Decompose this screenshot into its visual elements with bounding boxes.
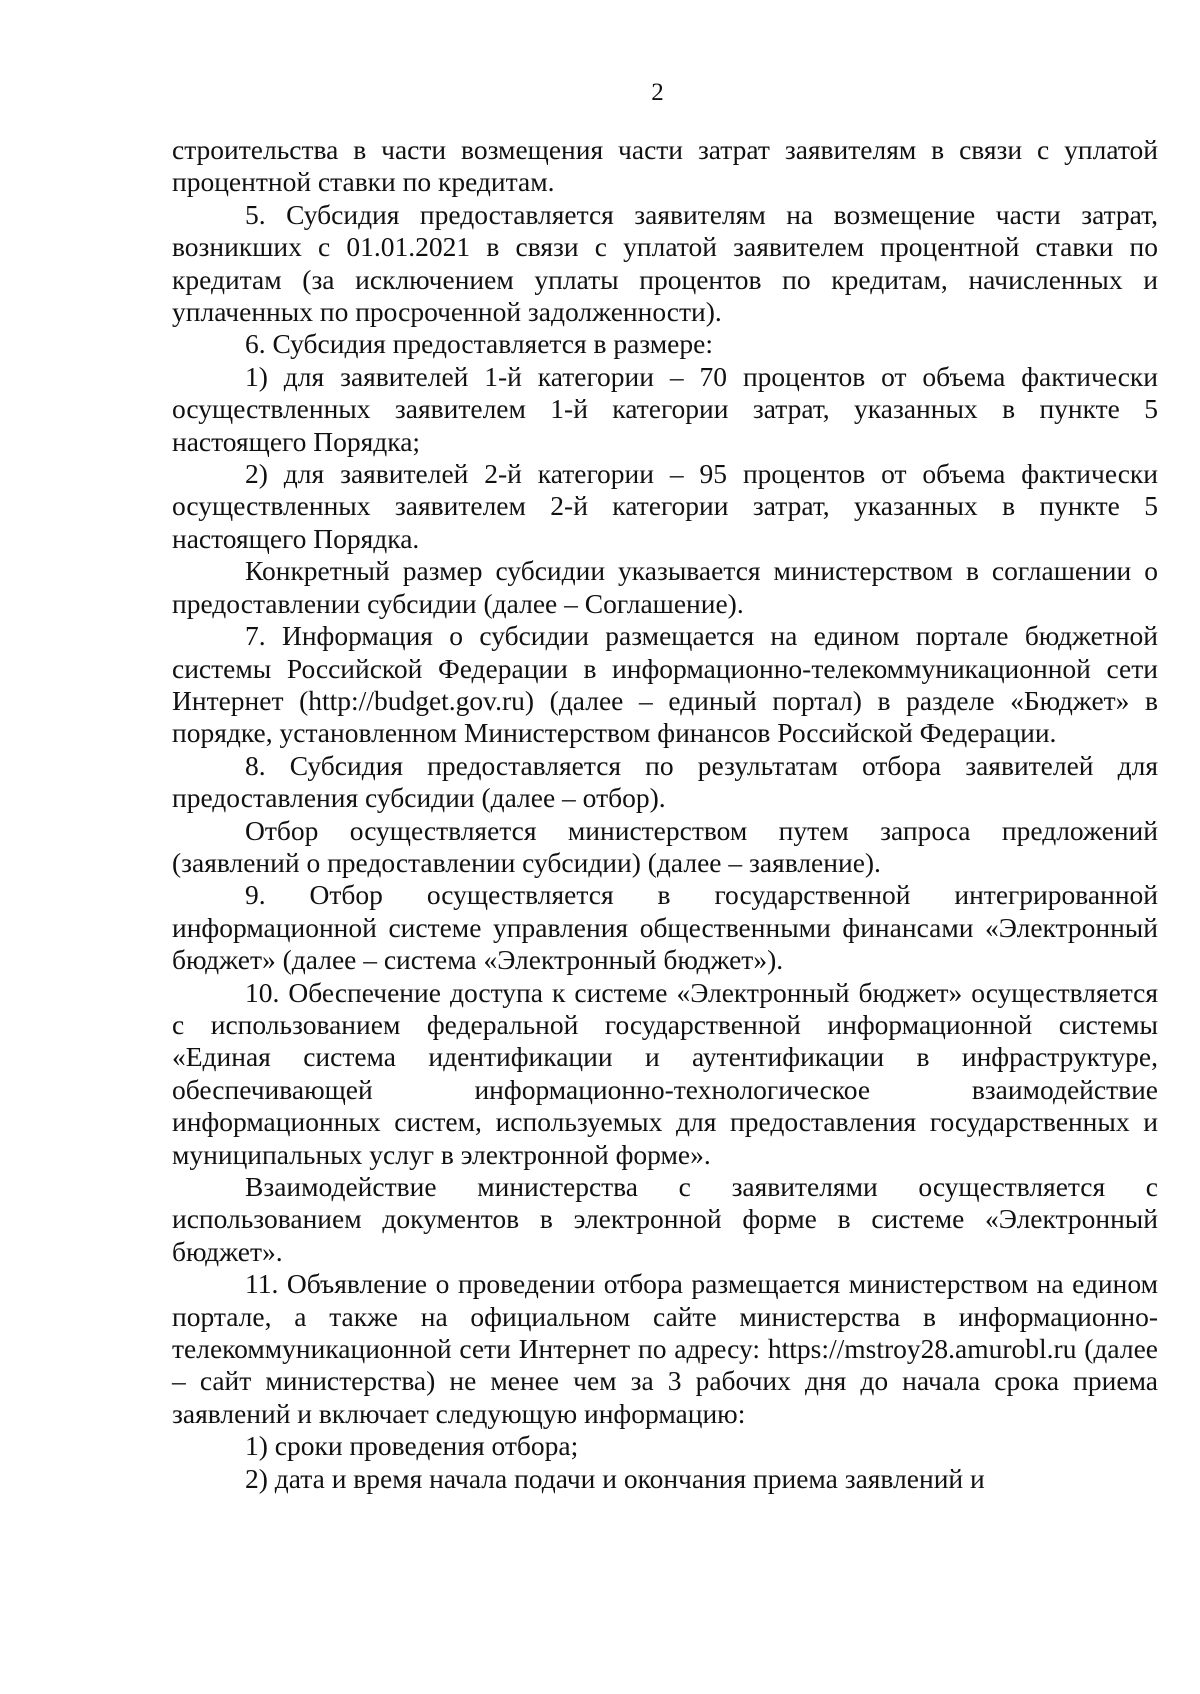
document-body — [172, 134, 1158, 1495]
paragraph: Взаимодействие министерства с заявителями осуществляется с использованием документов в электронной форме в системе «Электронный бюджет». — [172, 1171, 1158, 1267]
page-number: 2 — [651, 79, 664, 106]
paragraph: 2) для заявителей 2-й категории – 95 процентов от объема фактически осуществленных заявителем 2-й категории затрат, указанных в пункте 5 настоящего Порядка. — [172, 458, 1158, 554]
paragraph: 9. Отбор осуществляется в государственной интегрированной информационной системе управления общественными финансами «Электронный бюджет» (далее – система «Электронный бюджет»). — [172, 879, 1158, 976]
paragraph: Конкретный размер субсидии указывается министерством в соглашении о предоставлении субсидии (далее – Соглашение). — [172, 555, 1158, 619]
paragraph: 10. Обеспечение доступа к системе «Электронный бюджет» осуществляется с использованием федеральной государственной информационной системы «Единая система идентификации и аутентификации в инфраструктуре, обеспечивающей информационно-технологическое взаимодействие информационных систем, используемых для предоставления государственных и муниципальных услуг в электронной форме». — [172, 976, 1158, 1170]
paragraph: 6. Субсидия предоставляется в размере: — [245, 328, 713, 360]
paragraph: 8. Субсидия предоставляется по результатам отбора заявителей для предоставления субсидии (далее – отбор). — [172, 749, 1158, 814]
paragraph: 11. Объявление о проведении отбора размещается министерством на едином портале, а также на официальном сайте министерства в информационно-телекоммуникационной сети Интернет по адресу: https://mstroy28.amurobl.ru (далее – сайт министерства) не менее чем за 3 рабочих дня до начала срока приема заявлений и включает следующую информацию: — [172, 1268, 1158, 1429]
paragraph: 1) сроки проведения отбора; — [245, 1430, 579, 1462]
paragraph: 7. Информация о субсидии размещается на едином портале бюджетной системы Российской Федерации в информационно-телекоммуникационной сети Интернет (http://budget.gov.ru) (далее – единый портал) в разделе «Бюджет» в порядке, установленном Министерством финансов Российской Федерации. — [172, 620, 1158, 749]
paragraph: 5. Субсидия предоставляется заявителям на возмещение части затрат, возникших с 01.01.2021 в связи с уплатой заявителем процентной ставки по кредитам (за исключением уплаты процентов по кредитам, начисленных и уплаченных по просроченной задолженности). — [172, 198, 1158, 328]
paragraph: Отбор осуществляется министерством путем запроса предложений (заявлений о предоставлении субсидии) (далее – заявление). — [172, 814, 1158, 878]
paragraph: 2) дата и время начала подачи и окончания приема заявлений и — [245, 1462, 985, 1494]
paragraph: строительства в части возмещения части затрат заявителям в связи с уплатой процентной ставки по кредитам. — [172, 134, 1158, 198]
paragraph: 1) для заявителей 1-й категории – 70 процентов от объема фактически осуществленных заявителем 1-й категории затрат, указанных в пункте 5 настоящего Порядка; — [172, 360, 1158, 457]
